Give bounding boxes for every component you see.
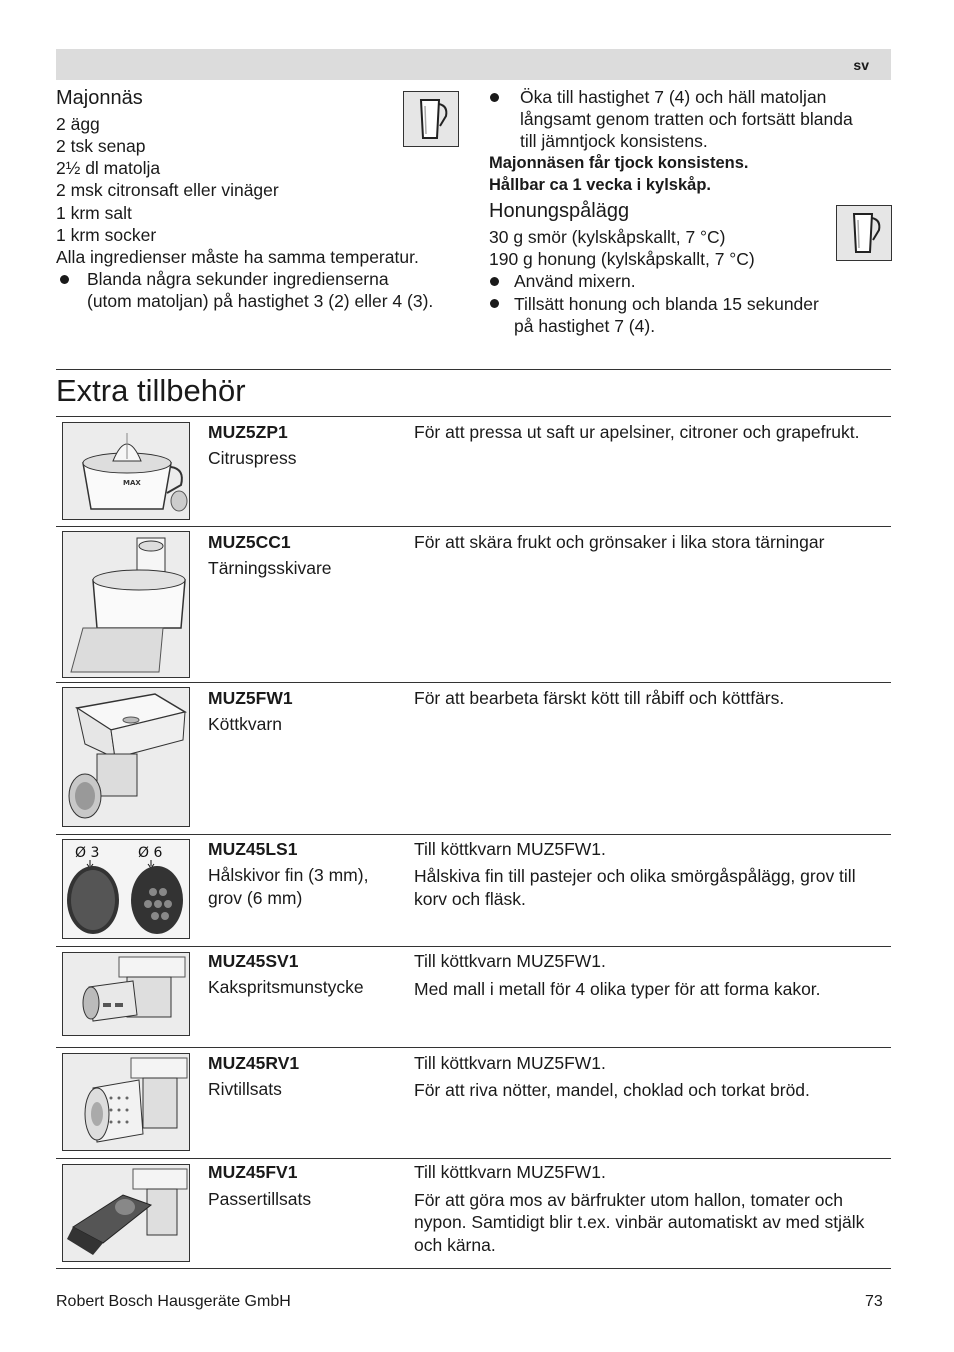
blender-jug-icon [836, 205, 892, 261]
accessory-description: För att bearbeta färskt kött till råbiff och köttfärs. [414, 688, 785, 708]
max-label: MAX [123, 479, 141, 487]
footer-company: Robert Bosch Hausgeräte GmbH [56, 1293, 291, 1310]
accessory-code: MUZ45LS1 [208, 839, 298, 859]
accessory-name: Hålskivor fin (3 mm), [208, 865, 369, 885]
mayo-step-2: till jämntjock konsistens. [520, 131, 708, 151]
mayo-ingredient: 2 ägg [56, 114, 100, 134]
accessory-name: Köttkvarn [208, 714, 282, 734]
accessory-description: För att göra mos av bärfrukter utom hallon, tomater och [414, 1190, 843, 1210]
accessory-code: MUZ5CC1 [208, 532, 291, 552]
dicer-image [62, 531, 190, 678]
mayo-ingredient: 2 msk citronsaft eller vinäger [56, 180, 279, 200]
accessory-description: För att pressa ut saft ur apelsiner, citroner och grapefrukt. [414, 422, 860, 442]
cookie-press-image [62, 952, 190, 1036]
accessory-description: och kärna. [414, 1235, 496, 1255]
accessory-name: Citruspress [208, 448, 297, 468]
accessory-name: Rivtillsats [208, 1079, 282, 1099]
honey-step-1: Använd mixern. [514, 271, 636, 291]
accessory-description: Till köttkvarn MUZ5FW1. [414, 1162, 606, 1182]
meat-grinder-image [62, 687, 190, 827]
accessory-name: grov (6 mm) [208, 888, 303, 908]
citrus-press-image [62, 422, 190, 520]
table-top-rule [56, 416, 891, 417]
mayo-temperature-note: Alla ingredienser måste ha samma temperatur. [56, 247, 419, 267]
accessory-description: korv och fläsk. [414, 889, 526, 909]
accessory-code: MUZ5FW1 [208, 688, 293, 708]
accessory-description: För att riva nötter, mandel, choklad och torkat bröd. [414, 1080, 810, 1100]
honey-step-2: på hastighet 7 (4). [514, 316, 656, 336]
disc-fine-label: Ø 3 [75, 845, 100, 861]
honey-step-2: Tillsätt honung och blanda 15 sekunder [514, 294, 819, 314]
accessory-code: MUZ5ZP1 [208, 422, 288, 442]
table-bottom-rule [56, 1268, 891, 1269]
accessory-code: MUZ45RV1 [208, 1053, 300, 1073]
mayo-step-1: Blanda några sekunder ingredienserna [87, 269, 389, 289]
blender-jug-icon [403, 91, 459, 147]
bullet-icon [490, 277, 499, 286]
mayo-result-note: Hållbar ca 1 vecka i kylskåp. [489, 176, 711, 194]
bullet-icon [490, 93, 499, 102]
accessory-name: Passertillsats [208, 1189, 312, 1209]
accessory-description: nypon. Samtidigt blir t.ex. vinbär automatiskt av med stjälk [414, 1212, 865, 1232]
accessory-description: Till köttkvarn MUZ5FW1. [414, 951, 606, 971]
accessory-name: Tärningsskivare [208, 558, 332, 578]
honey-title: Honungspålägg [489, 200, 630, 222]
row-rule [56, 1047, 891, 1048]
page-number: 73 [865, 1293, 883, 1310]
row-rule [56, 682, 891, 683]
accessory-name: Kakspritsmunstycke [208, 977, 364, 997]
mayo-step-2: Öka till hastighet 7 (4) och häll matoljan [520, 87, 827, 107]
grater-image [62, 1053, 190, 1151]
row-rule [56, 946, 891, 947]
accessory-code: MUZ45FV1 [208, 1162, 298, 1182]
accessory-description: Till köttkvarn MUZ5FW1. [414, 839, 606, 859]
mayo-step-1: (utom matoljan) på hastighet 3 (2) eller 4 (3). [87, 291, 434, 311]
language-code: sv [853, 57, 869, 73]
bullet-icon [60, 275, 69, 284]
mayo-ingredient: 2 tsk senap [56, 136, 146, 156]
accessory-description: Till köttkvarn MUZ5FW1. [414, 1053, 606, 1073]
mayo-ingredient: 2½ dl matolja [56, 158, 161, 178]
bullet-icon [490, 299, 499, 308]
row-rule [56, 1158, 891, 1159]
mayo-title: Majonnäs [56, 87, 143, 109]
row-rule [56, 834, 891, 835]
honey-ingredient: 30 g smör (kylskåpskallt, 7 °C) [489, 227, 726, 247]
section-rule [56, 369, 891, 370]
mayo-step-2: långsamt genom tratten och fortsätt blanda [520, 109, 853, 129]
honey-ingredient: 190 g honung (kylskåpskallt, 7 °C) [489, 249, 755, 269]
mayo-result-note: Majonnäsen får tjock konsistens. [489, 154, 749, 172]
perforated-discs-image [62, 839, 190, 939]
accessories-title: Extra tillbehör [56, 373, 246, 408]
accessory-description: Med mall i metall för 4 olika typer för att forma kakor. [414, 979, 821, 999]
mayo-ingredient: 1 krm socker [56, 225, 157, 245]
language-bar [56, 49, 891, 80]
mayo-ingredient: 1 krm salt [56, 203, 132, 223]
row-rule [56, 526, 891, 527]
accessory-description: Hålskiva fin till pastejer och olika smörgåspålägg, grov till [414, 866, 856, 886]
strainer-image [62, 1164, 190, 1262]
disc-coarse-label: Ø 6 [138, 845, 163, 861]
accessory-code: MUZ45SV1 [208, 951, 299, 971]
accessory-description: För att skära frukt och grönsaker i lika stora tärningar [414, 532, 825, 552]
